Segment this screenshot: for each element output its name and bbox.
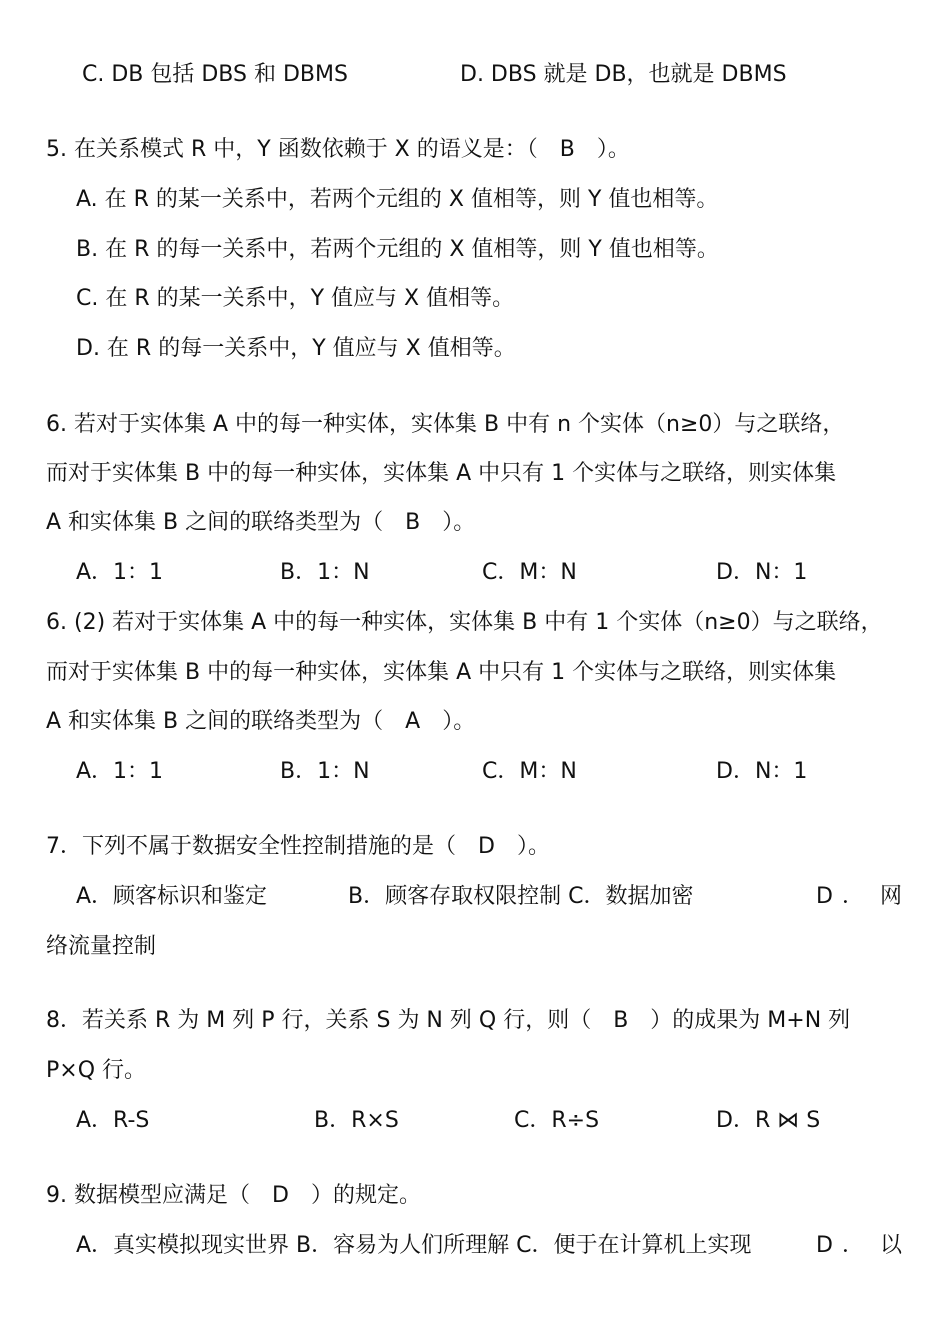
- q7-option-d-rest: 络流量控制: [46, 934, 157, 959]
- q6-option-c: C．M：N: [482, 560, 577, 585]
- q7-option-d-first: 网: [880, 884, 903, 909]
- q6-option-a: A．1：1: [76, 560, 164, 585]
- q5-answer: B: [559, 137, 575, 162]
- q6-option-d: D．N：1: [716, 560, 808, 585]
- q5-option-d: D. 在 R 的每一关系中，Y 值应与 X 值相等。: [76, 336, 516, 361]
- q7-option-bc: B．顾客存取权限控制 C．数据加密: [348, 884, 694, 909]
- q5-stem-text: 5. 在关系模式 R 中，Y 函数依赖于 X 的语义是：（: [46, 137, 538, 162]
- q7-stem-end: ）。: [516, 834, 550, 859]
- q7-option-a: A．顾客标识和鉴定: [76, 884, 268, 909]
- q9-stem-text: 9. 数据模型应满足（: [46, 1183, 250, 1208]
- q8-option-d: D．R ⋈ S: [716, 1108, 821, 1133]
- q9-options-line: A．真实模拟现实世界 B．容易为人们所理解 C．便于在计算机上实现: [76, 1233, 752, 1258]
- q8-stem-end: ）的成果为 M+N 列: [650, 1008, 851, 1033]
- q8-answer: B: [613, 1008, 629, 1033]
- q6-option-b: B．1：N: [280, 560, 370, 585]
- q5-stem-end: ）。: [596, 137, 630, 162]
- q5-option-c: C. 在 R 的某一关系中，Y 值应与 X 值相等。: [76, 286, 515, 311]
- q8-option-a: A．R-S: [76, 1108, 150, 1133]
- q8-stem: [46, 1006, 850, 1036]
- q9-stem: [46, 1181, 421, 1211]
- q7-option-d-dot: ．: [842, 884, 865, 909]
- q6-2-option-d: D．N：1: [716, 759, 808, 784]
- q7-option-d-head: D: [816, 884, 833, 909]
- q6-line-1: 6. 若对于实体集 A 中的每一种实体，实体集 B 中有 n 个实体（n≥0）与之联络，: [46, 412, 845, 437]
- q6-2-line-3-text: A 和实体集 B 之间的联络类型为（: [46, 709, 384, 734]
- q7-answer: D: [478, 834, 495, 859]
- q9-stem-end: ）的规定。: [310, 1183, 421, 1208]
- q5-option-a: A. 在 R 的某一关系中，若两个元组的 X 值相等，则 Y 值也相等。: [76, 187, 719, 212]
- q6-line-3-text: A 和实体集 B 之间的联络类型为（: [46, 510, 384, 535]
- q9-option-d-dot: ．: [842, 1233, 865, 1258]
- q4-option-d: D. DBS 就是 DB，也就是 DBMS: [460, 62, 787, 87]
- q6-answer: B: [405, 510, 421, 535]
- q6-2-line-2: 而对于实体集 B 中的每一种实体，实体集 A 中只有 1 个实体与之联络，则实体集: [46, 660, 837, 685]
- q9-option-d-head: D: [816, 1233, 833, 1258]
- q5-option-b: B. 在 R 的每一关系中，若两个元组的 X 值相等，则 Y 值也相等。: [76, 237, 719, 262]
- q4-option-c: C. DB 包括 DBS 和 DBMS: [82, 62, 348, 87]
- q9-option-d-first: 以: [880, 1233, 903, 1258]
- q6-line-2: 而对于实体集 B 中的每一种实体，实体集 A 中只有 1 个实体与之联络，则实体集: [46, 461, 837, 486]
- q8-option-b: B．R×S: [314, 1108, 399, 1133]
- q8-option-c: C．R÷S: [514, 1108, 600, 1133]
- q6-2-option-b: B．1：N: [280, 759, 370, 784]
- q6-2-line-3-end: ）。: [442, 709, 476, 734]
- q6-line-3: [46, 508, 475, 538]
- q7-stem: [46, 832, 550, 862]
- q9-answer: D: [271, 1183, 289, 1208]
- q6-line-3-end: ）。: [442, 510, 476, 535]
- q8-stem-text: 8．若关系 R 为 M 列 P 行，关系 S 为 N 列 Q 行，则（: [46, 1008, 592, 1033]
- q6-2-option-c: C．M：N: [482, 759, 577, 784]
- q6-2-line-1: 6. (2) 若对于实体集 A 中的每一种实体，实体集 B 中有 1 个实体（n≥0）与之联络，: [46, 610, 883, 635]
- q5-stem: [46, 135, 630, 165]
- q7-stem-text: 7．下列不属于数据安全性控制措施的是（: [46, 834, 456, 859]
- q6-2-answer: A: [405, 709, 421, 734]
- q6-2-option-a: A．1：1: [76, 759, 164, 784]
- q6-2-line-3: [46, 707, 475, 737]
- q8-line-2: P×Q 行。: [46, 1058, 147, 1083]
